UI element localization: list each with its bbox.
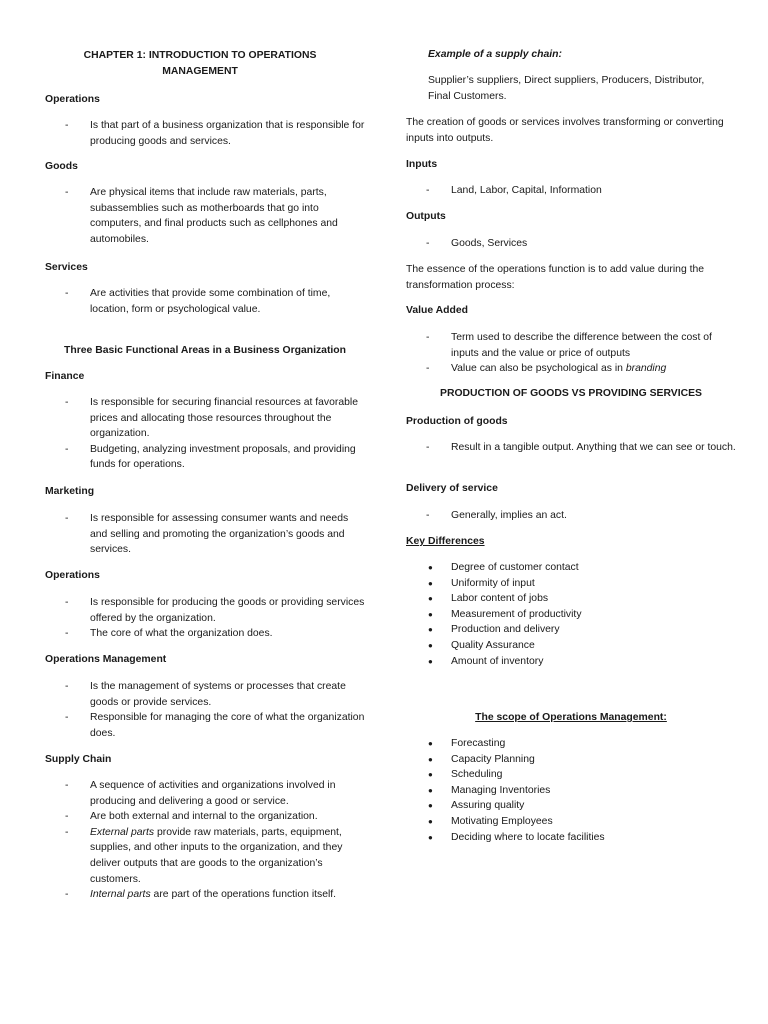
list-item: - Are physical items that include raw materials, parts, subassemblies such as motherboards that go into computers, and final products such as cellphones and automobiles.	[45, 185, 365, 247]
delivery-service-list	[406, 508, 736, 524]
list-item: - Is responsible for producing the goods or providing services offered by the organization.	[45, 595, 365, 626]
marketing-heading: Marketing	[45, 486, 95, 497]
list-item: ● Motivating Employees	[406, 814, 736, 830]
example-heading: Example of a supply chain:	[428, 49, 562, 60]
list-item: - Land, Labor, Capital, Information	[406, 183, 736, 199]
list-item: - Generally, implies an act.	[406, 508, 736, 524]
list-item: ● Managing Inventories	[406, 783, 736, 799]
list-item: - Is that part of a business organization that is responsible for producing goods and services.	[45, 118, 365, 149]
example-text: Supplier’s suppliers, Direct suppliers, Producers, Distributor, Final Customers.	[428, 75, 705, 102]
functional-areas-heading: Three Basic Functional Areas in a Business Organization	[64, 345, 346, 356]
ops-mgmt-list	[45, 679, 365, 741]
list-item	[45, 825, 365, 887]
supply-chain-list	[45, 778, 365, 903]
essence-text: The essence of the operations function is to add value during the transformation process:	[406, 264, 705, 291]
list-item: ● Forecasting	[406, 736, 736, 752]
operations2-list	[45, 595, 365, 642]
operations-list	[45, 118, 365, 149]
production-goods-list	[406, 440, 736, 456]
list-item: ● Capacity Planning	[406, 752, 736, 768]
list-item: ● Uniformity of input	[406, 576, 736, 592]
list-item: - A sequence of activities and organizations involved in producing and delivering a good or service.	[45, 778, 365, 809]
list-item: - Goods, Services	[406, 236, 736, 252]
list-item: - Is responsible for securing financial resources at favorable prices and allocating those resources throughout the organization.	[45, 395, 365, 442]
goods-heading: Goods	[45, 161, 78, 172]
key-differences-heading: Key Differences	[406, 536, 485, 547]
external-parts-term: External parts	[90, 826, 155, 838]
ops-mgmt-heading: Operations Management	[45, 654, 167, 665]
production-vs-heading: PRODUCTION OF GOODS VS PROVIDING SERVICES	[440, 388, 702, 399]
list-item: ● Quality Assurance	[406, 638, 736, 654]
list-item: - Result in a tangible output. Anything that we can see or touch.	[406, 440, 736, 456]
production-goods-heading: Production of goods	[406, 416, 508, 427]
services-heading: Services	[45, 262, 88, 273]
external-parts-text: provide raw materials, parts, equipment, supplies, and other inputs to the organization, and they deliver outputs that are goods to the organization’s customers.	[90, 826, 343, 885]
operations-heading: Operations	[45, 94, 100, 105]
list-item: ● Deciding where to locate facilities	[406, 830, 736, 846]
list-item: ● Production and delivery	[406, 622, 736, 638]
key-differences-list	[406, 560, 736, 669]
list-item: - Are activities that provide some combination of time, location, form or psychological value.	[45, 286, 365, 317]
services-list	[45, 286, 365, 317]
supply-chain-heading: Supply Chain	[45, 754, 112, 765]
chapter-title: CHAPTER 1: INTRODUCTION TO OPERATIONS MANAGEMENT	[83, 50, 317, 77]
finance-heading: Finance	[45, 371, 85, 382]
list-item: ● Degree of customer contact	[406, 560, 736, 576]
list-item: ● Measurement of productivity	[406, 607, 736, 623]
branding-term: branding	[625, 363, 667, 375]
list-item: - Responsible for managing the core of what the organization does.	[45, 710, 365, 741]
value-psych-text: Value can also be psychological as in	[451, 363, 626, 375]
list-item: ● Amount of inventory	[406, 654, 736, 670]
internal-parts-text: are part of the operations function itself.	[150, 889, 337, 901]
list-item: - Is the management of systems or processes that create goods or provide services.	[45, 679, 365, 710]
inputs-heading: Inputs	[406, 159, 438, 170]
outputs-list	[406, 236, 736, 252]
list-item	[406, 361, 736, 377]
list-item: - Term used to describe the difference between the cost of inputs and the value or price of outputs	[406, 330, 736, 361]
list-item: - Budgeting, analyzing investment proposals, and providing funds for operations.	[45, 442, 365, 473]
delivery-service-heading: Delivery of service	[406, 483, 498, 494]
scope-list	[406, 736, 736, 845]
list-item: - Are both external and internal to the organization.	[45, 809, 365, 825]
list-item: ● Assuring quality	[406, 798, 736, 814]
marketing-list	[45, 511, 365, 558]
outputs-heading: Outputs	[406, 211, 446, 222]
creation-text: The creation of goods or services involves transforming or converting inputs into outputs.	[406, 117, 724, 144]
value-added-heading: Value Added	[406, 305, 468, 316]
inputs-list	[406, 183, 736, 199]
list-item: ● Labor content of jobs	[406, 591, 736, 607]
list-item: - Is responsible for assessing consumer wants and needs and selling and promoting the organization’s goods and services.	[45, 511, 365, 558]
scope-heading: The scope of Operations Management:	[475, 712, 667, 723]
list-item: - The core of what the organization does.	[45, 626, 365, 642]
list-item: ● Scheduling	[406, 767, 736, 783]
value-added-list	[406, 330, 736, 377]
list-item	[45, 887, 365, 903]
finance-list	[45, 395, 365, 473]
operations2-heading: Operations	[45, 570, 100, 581]
internal-parts-term: Internal parts	[90, 889, 151, 901]
goods-list	[45, 185, 365, 247]
